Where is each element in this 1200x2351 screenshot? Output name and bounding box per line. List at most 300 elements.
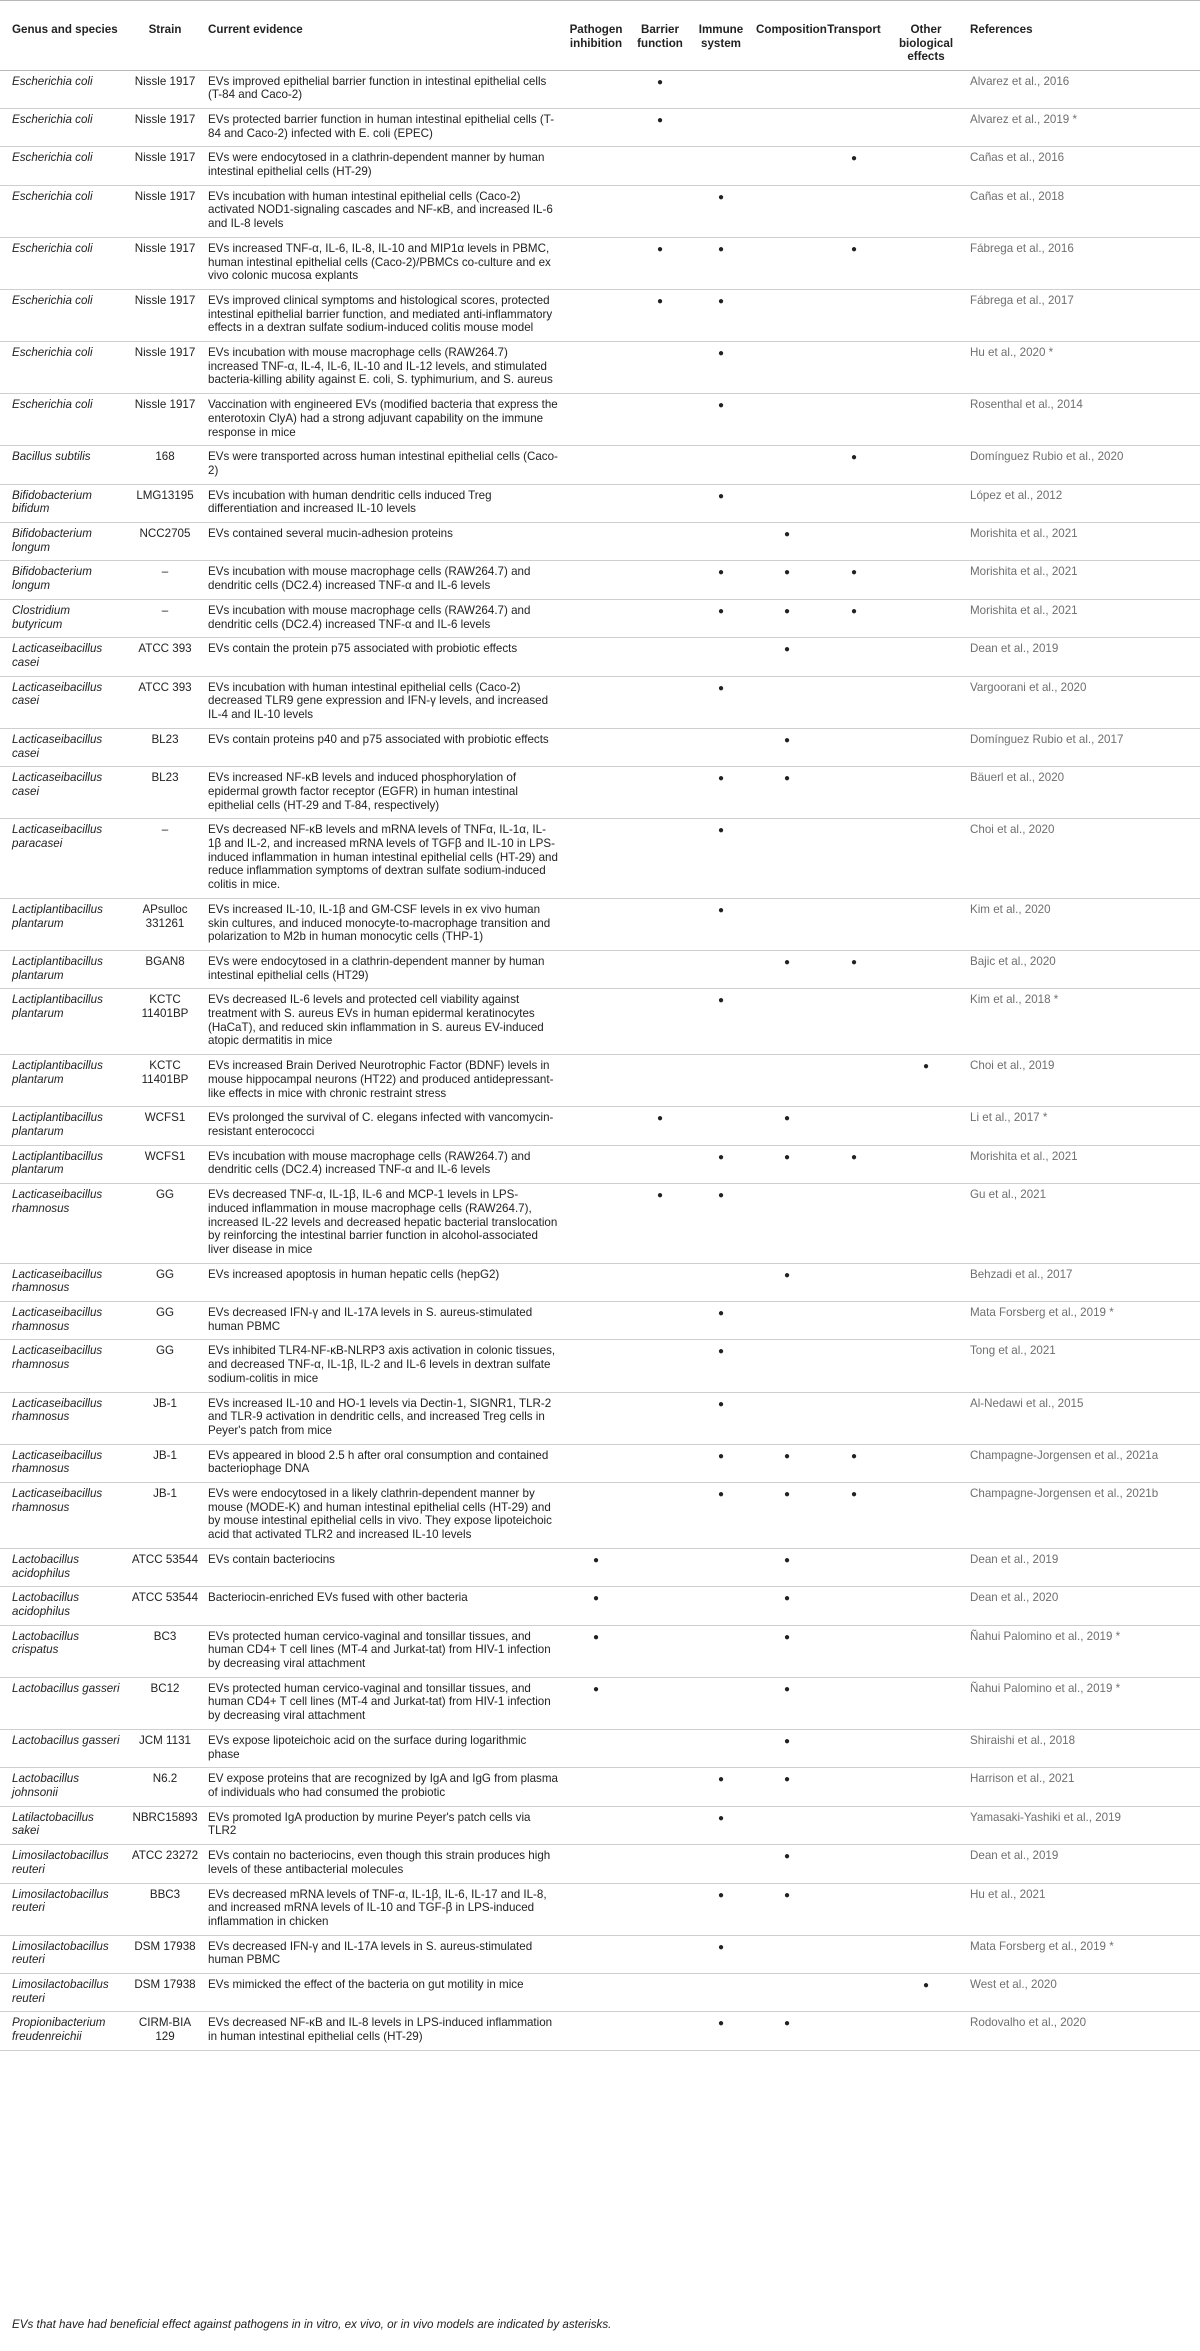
cell-transport	[822, 237, 886, 289]
cell-strain: JB-1	[126, 1483, 204, 1549]
cell-current-evidence: EVs prolonged the survival of C. elegans infected with vancomycin-resistant enterococci	[204, 1107, 562, 1145]
cell-barrier-function	[630, 523, 690, 561]
cell-immune-system	[690, 484, 752, 522]
bullet-mark-icon: ●	[717, 605, 725, 617]
cell-other-biological-effects	[886, 1055, 966, 1107]
cell-composition	[752, 767, 822, 819]
cell-composition	[752, 1392, 822, 1444]
cell-reference: Rosenthal et al., 2014	[966, 394, 1200, 446]
table-header-row	[0, 1, 1200, 71]
bullet-mark-icon: ●	[783, 1851, 791, 1863]
cell-strain: WCFS1	[126, 1107, 204, 1145]
cell-other-biological-effects	[886, 394, 966, 446]
cell-composition	[752, 1340, 822, 1392]
cell-current-evidence: EVs were endocytosed in a clathrin-dependent manner by human intestinal epithelial cells (HT-29)	[204, 147, 562, 185]
table-row	[0, 676, 1200, 728]
cell-composition	[752, 1625, 822, 1677]
table-row	[0, 1729, 1200, 1767]
cell-strain: DSM 17938	[126, 1935, 204, 1973]
cell-transport	[822, 70, 886, 108]
cell-immune-system	[690, 1055, 752, 1107]
cell-reference: Morishita et al., 2021	[966, 1145, 1200, 1183]
table-row	[0, 1263, 1200, 1301]
cell-pathogen-inhibition	[562, 1055, 630, 1107]
cell-pathogen-inhibition	[562, 1974, 630, 2012]
bullet-mark-icon: ●	[656, 76, 664, 88]
cell-genus-species: Lactobacillus crispatus	[0, 1625, 126, 1677]
bullet-mark-icon: ●	[656, 1113, 664, 1125]
bullet-mark-icon: ●	[717, 1774, 725, 1786]
cell-composition	[752, 1677, 822, 1729]
cell-strain: JB-1	[126, 1392, 204, 1444]
cell-reference: Kim et al., 2020	[966, 898, 1200, 950]
cell-strain: LMG13195	[126, 484, 204, 522]
cell-barrier-function	[630, 1935, 690, 1973]
cell-reference: Gu et al., 2021	[966, 1184, 1200, 1264]
cell-genus-species: Lactiplantibacillus plantarum	[0, 898, 126, 950]
cell-reference: Hu et al., 2020 *	[966, 342, 1200, 394]
cell-strain: ATCC 23272	[126, 1845, 204, 1883]
cell-reference: Domínguez Rubio et al., 2020	[966, 446, 1200, 484]
cell-transport	[822, 1392, 886, 1444]
cell-pathogen-inhibition	[562, 1145, 630, 1183]
cell-transport	[822, 819, 886, 899]
cell-composition	[752, 1845, 822, 1883]
cell-strain: NBRC15893	[126, 1806, 204, 1844]
cell-composition	[752, 1444, 822, 1482]
cell-pathogen-inhibition	[562, 394, 630, 446]
cell-barrier-function	[630, 1263, 690, 1301]
cell-pathogen-inhibition	[562, 1845, 630, 1883]
cell-reference: Dean et al., 2019	[966, 1845, 1200, 1883]
cell-genus-species: Lacticaseibacillus casei	[0, 767, 126, 819]
cell-pathogen-inhibition	[562, 950, 630, 988]
header-barrier-function: Barrier function	[630, 1, 690, 71]
cell-composition	[752, 394, 822, 446]
cell-immune-system	[690, 950, 752, 988]
cell-immune-system	[690, 446, 752, 484]
cell-current-evidence: EVs were endocytosed in a likely clathrin-dependent manner by mouse (MODE-K) and human intestinal epithelial cells (HT-29) and by mouse intestinal epithelial cells in vivo. They expose lipoteichoic acid that activated TLR2 and increased IL-10 levels	[204, 1483, 562, 1549]
cell-reference: Choi et al., 2020	[966, 819, 1200, 899]
cell-pathogen-inhibition	[562, 1677, 630, 1729]
cell-immune-system	[690, 1302, 752, 1340]
cell-transport	[822, 108, 886, 146]
cell-other-biological-effects	[886, 561, 966, 599]
cell-other-biological-effects	[886, 1444, 966, 1482]
cell-pathogen-inhibition	[562, 1883, 630, 1935]
cell-barrier-function	[630, 638, 690, 676]
header-immune-system: Immune system	[690, 1, 752, 71]
cell-reference: Dean et al., 2019	[966, 1548, 1200, 1586]
cell-genus-species: Propionibacterium freudenreichii	[0, 2012, 126, 2050]
table-row	[0, 108, 1200, 146]
cell-transport	[822, 1145, 886, 1183]
cell-genus-species: Limosilactobacillus reuteri	[0, 1935, 126, 1973]
cell-current-evidence: Vaccination with engineered EVs (modified bacteria that express the enterotoxin ClyA) had a strong adjuvant capability on the immune response in mice	[204, 394, 562, 446]
cell-composition	[752, 1883, 822, 1935]
bullet-mark-icon: ●	[717, 773, 725, 785]
cell-pathogen-inhibition	[562, 898, 630, 950]
bullet-mark-icon: ●	[783, 1631, 791, 1643]
cell-strain: WCFS1	[126, 1145, 204, 1183]
cell-composition	[752, 728, 822, 766]
cell-genus-species: Lactiplantibacillus plantarum	[0, 950, 126, 988]
cell-reference: Mata Forsberg et al., 2019 *	[966, 1935, 1200, 1973]
cell-transport	[822, 1340, 886, 1392]
cell-reference: Alvarez et al., 2016	[966, 70, 1200, 108]
cell-barrier-function	[630, 394, 690, 446]
cell-genus-species: Bifidobacterium bifidum	[0, 484, 126, 522]
bullet-mark-icon: ●	[783, 1269, 791, 1281]
cell-composition	[752, 898, 822, 950]
table-row	[0, 342, 1200, 394]
bullet-mark-icon: ●	[717, 1190, 725, 1202]
cell-composition	[752, 1302, 822, 1340]
cell-immune-system	[690, 728, 752, 766]
cell-reference: Dean et al., 2019	[966, 638, 1200, 676]
cell-immune-system	[690, 767, 752, 819]
cell-pathogen-inhibition	[562, 1548, 630, 1586]
cell-transport	[822, 484, 886, 522]
cell-genus-species: Lactobacillus gasseri	[0, 1677, 126, 1729]
cell-composition	[752, 1974, 822, 2012]
cell-strain: Nissle 1917	[126, 237, 204, 289]
bullet-mark-icon: ●	[717, 1151, 725, 1163]
cell-reference: Cañas et al., 2016	[966, 147, 1200, 185]
table-row	[0, 484, 1200, 522]
cell-other-biological-effects	[886, 1677, 966, 1729]
header-transport: Transport	[822, 1, 886, 71]
cell-current-evidence: EVs decreased IL-6 levels and protected cell viability against treatment with S. aureus EVs in human epidermal keratinocytes (HaCaT), and reduced skin inflammation in S. aureus EV-induced atopic dermatitis in mice	[204, 989, 562, 1055]
cell-strain: JCM 1131	[126, 1729, 204, 1767]
bullet-mark-icon: ●	[783, 1554, 791, 1566]
cell-strain: Nissle 1917	[126, 147, 204, 185]
cell-transport	[822, 1302, 886, 1340]
table-row	[0, 1302, 1200, 1340]
cell-pathogen-inhibition	[562, 1340, 630, 1392]
table-row	[0, 1768, 1200, 1806]
cell-current-evidence: EVs increased Brain Derived Neurotrophic Factor (BDNF) levels in mouse hippocampal neurons (HT22) and produced antidepressant-like effects in mice with chronic restraint stress	[204, 1055, 562, 1107]
cell-genus-species: Bifidobacterium longum	[0, 523, 126, 561]
cell-reference: Vargoorani et al., 2020	[966, 676, 1200, 728]
cell-other-biological-effects	[886, 289, 966, 341]
table-row	[0, 898, 1200, 950]
cell-current-evidence: EVs contain the protein p75 associated with probiotic effects	[204, 638, 562, 676]
cell-immune-system	[690, 237, 752, 289]
cell-other-biological-effects	[886, 1729, 966, 1767]
cell-pathogen-inhibition	[562, 108, 630, 146]
bullet-mark-icon: ●	[783, 1450, 791, 1462]
cell-genus-species: Lactobacillus johnsonii	[0, 1768, 126, 1806]
cell-pathogen-inhibition	[562, 289, 630, 341]
cell-genus-species: Lacticaseibacillus rhamnosus	[0, 1444, 126, 1482]
cell-immune-system	[690, 1444, 752, 1482]
cell-barrier-function	[630, 1587, 690, 1625]
cell-barrier-function	[630, 1302, 690, 1340]
cell-pathogen-inhibition	[562, 147, 630, 185]
cell-reference: Ñahui Palomino et al., 2019 *	[966, 1625, 1200, 1677]
cell-transport	[822, 1055, 886, 1107]
cell-reference: Behzadi et al., 2017	[966, 1263, 1200, 1301]
cell-transport	[822, 147, 886, 185]
cell-current-evidence: EVs decreased TNF-α, IL-1β, IL-6 and MCP-1 levels in LPS-induced inflammation in mouse macrophage cells (RAW264.7), increased IL-22 levels and decreased hepatic bacterial translocation by reinforcing the intestinal barrier function in alcohol-associated liver disease in mice	[204, 1184, 562, 1264]
cell-transport	[822, 1768, 886, 1806]
table-row	[0, 638, 1200, 676]
cell-transport	[822, 1625, 886, 1677]
cell-current-evidence: EVs increased TNF-α, IL-6, IL-8, IL-10 and MIP1α levels in PBMC, human intestinal epithelial cells (Caco-2)/PBMCs co-culture and ex vivo colonic mucosa explants	[204, 237, 562, 289]
bullet-mark-icon: ●	[717, 995, 725, 1007]
cell-genus-species: Bacillus subtilis	[0, 446, 126, 484]
cell-barrier-function	[630, 237, 690, 289]
cell-immune-system	[690, 1935, 752, 1973]
cell-pathogen-inhibition	[562, 70, 630, 108]
bullet-mark-icon: ●	[783, 1889, 791, 1901]
cell-genus-species: Lacticaseibacillus casei	[0, 676, 126, 728]
cell-current-evidence: EVs protected human cervico-vaginal and tonsillar tissues, and human CD4+ T cell lines (MT-4 and Jurkat-tat) from HIV-1 infection by decreasing viral attachment	[204, 1625, 562, 1677]
bullet-mark-icon: ●	[783, 956, 791, 968]
cell-immune-system	[690, 561, 752, 599]
cell-barrier-function	[630, 1677, 690, 1729]
cell-other-biological-effects	[886, 1340, 966, 1392]
cell-immune-system	[690, 1263, 752, 1301]
cell-transport	[822, 342, 886, 394]
cell-current-evidence: EVs contained several mucin-adhesion proteins	[204, 523, 562, 561]
cell-reference: Harrison et al., 2021	[966, 1768, 1200, 1806]
cell-composition	[752, 819, 822, 899]
cell-other-biological-effects	[886, 1806, 966, 1844]
cell-reference: Mata Forsberg et al., 2019 *	[966, 1302, 1200, 1340]
cell-immune-system	[690, 1587, 752, 1625]
cell-pathogen-inhibition	[562, 1935, 630, 1973]
cell-genus-species: Clostridium butyricum	[0, 599, 126, 637]
cell-reference: Kim et al., 2018 *	[966, 989, 1200, 1055]
cell-barrier-function	[630, 1883, 690, 1935]
cell-strain: GG	[126, 1302, 204, 1340]
cell-pathogen-inhibition	[562, 561, 630, 599]
cell-transport	[822, 523, 886, 561]
cell-reference: Cañas et al., 2018	[966, 185, 1200, 237]
cell-genus-species: Lacticaseibacillus rhamnosus	[0, 1263, 126, 1301]
cell-pathogen-inhibition	[562, 237, 630, 289]
cell-pathogen-inhibition	[562, 1263, 630, 1301]
cell-composition	[752, 676, 822, 728]
cell-transport	[822, 2012, 886, 2050]
cell-genus-species: Escherichia coli	[0, 147, 126, 185]
cell-composition	[752, 523, 822, 561]
cell-immune-system	[690, 1184, 752, 1264]
cell-current-evidence: EVs contain proteins p40 and p75 associated with probiotic effects	[204, 728, 562, 766]
cell-pathogen-inhibition	[562, 1729, 630, 1767]
cell-composition	[752, 108, 822, 146]
bullet-mark-icon: ●	[717, 1489, 725, 1501]
cell-current-evidence: EVs incubation with mouse macrophage cells (RAW264.7) and dendritic cells (DC2.4) increased TNF-α and IL-6 levels	[204, 1145, 562, 1183]
cell-immune-system	[690, 1483, 752, 1549]
cell-current-evidence: EVs increased apoptosis in human hepatic cells (hepG2)	[204, 1263, 562, 1301]
cell-reference: Bäuerl et al., 2020	[966, 767, 1200, 819]
cell-composition	[752, 1263, 822, 1301]
cell-reference: Tong et al., 2021	[966, 1340, 1200, 1392]
bullet-mark-icon: ●	[850, 153, 858, 165]
cell-barrier-function	[630, 1483, 690, 1549]
cell-current-evidence: EVs incubation with mouse macrophage cells (RAW264.7) and dendritic cells (DC2.4) increased TNF-α and IL-6 levels	[204, 561, 562, 599]
cell-current-evidence: EVs improved clinical symptoms and histological scores, protected intestinal epithelial barrier function, and mediated anti-inflammatory effects in a dextran sulfate sodium-induced colitis mouse model	[204, 289, 562, 341]
cell-pathogen-inhibition	[562, 1483, 630, 1549]
cell-immune-system	[690, 108, 752, 146]
cell-genus-species: Escherichia coli	[0, 237, 126, 289]
cell-composition	[752, 185, 822, 237]
cell-immune-system	[690, 638, 752, 676]
cell-immune-system	[690, 1974, 752, 2012]
cell-genus-species: Lacticaseibacillus casei	[0, 638, 126, 676]
cell-transport	[822, 1483, 886, 1549]
bullet-mark-icon: ●	[717, 825, 725, 837]
cell-other-biological-effects	[886, 523, 966, 561]
cell-current-evidence: EVs appeared in blood 2.5 h after oral consumption and contained bacteriophage DNA	[204, 1444, 562, 1482]
cell-strain: Nissle 1917	[126, 108, 204, 146]
cell-reference: Hu et al., 2021	[966, 1883, 1200, 1935]
bullet-mark-icon: ●	[592, 1593, 600, 1605]
cell-composition	[752, 1768, 822, 1806]
cell-transport	[822, 185, 886, 237]
cell-reference: Al-Nedawi et al., 2015	[966, 1392, 1200, 1444]
cell-pathogen-inhibition	[562, 1392, 630, 1444]
cell-genus-species: Limosilactobacillus reuteri	[0, 1845, 126, 1883]
cell-strain: ATCC 53544	[126, 1587, 204, 1625]
cell-pathogen-inhibition	[562, 638, 630, 676]
cell-barrier-function	[630, 676, 690, 728]
cell-immune-system	[690, 1845, 752, 1883]
cell-current-evidence: EVs expose lipoteichoic acid on the surface during logarithmic phase	[204, 1729, 562, 1767]
cell-reference: Fábrega et al., 2017	[966, 289, 1200, 341]
cell-barrier-function	[630, 70, 690, 108]
bullet-mark-icon: ●	[783, 1683, 791, 1695]
cell-barrier-function	[630, 1729, 690, 1767]
bullet-mark-icon: ●	[850, 956, 858, 968]
bullet-mark-icon: ●	[850, 567, 858, 579]
cell-composition	[752, 484, 822, 522]
cell-barrier-function	[630, 147, 690, 185]
cell-strain: KCTC 11401BP	[126, 1055, 204, 1107]
cell-composition	[752, 1548, 822, 1586]
cell-strain: ATCC 53544	[126, 1548, 204, 1586]
cell-current-evidence: EVs protected barrier function in human intestinal epithelial cells (T-84 and Caco-2) infected with E. coli (EPEC)	[204, 108, 562, 146]
cell-barrier-function	[630, 108, 690, 146]
cell-strain: Nissle 1917	[126, 289, 204, 341]
cell-immune-system	[690, 1729, 752, 1767]
cell-other-biological-effects	[886, 237, 966, 289]
cell-strain: GG	[126, 1263, 204, 1301]
cell-immune-system	[690, 70, 752, 108]
bullet-mark-icon: ●	[783, 567, 791, 579]
bullet-mark-icon: ●	[783, 644, 791, 656]
bullet-mark-icon: ●	[783, 529, 791, 541]
cell-barrier-function	[630, 1768, 690, 1806]
cell-reference: Shiraishi et al., 2018	[966, 1729, 1200, 1767]
cell-strain: –	[126, 819, 204, 899]
cell-other-biological-effects	[886, 676, 966, 728]
cell-genus-species: Lacticaseibacillus rhamnosus	[0, 1340, 126, 1392]
bullet-mark-icon: ●	[717, 490, 725, 502]
cell-genus-species: Lacticaseibacillus rhamnosus	[0, 1184, 126, 1264]
cell-immune-system	[690, 1145, 752, 1183]
header-pathogen-inhibition: Pathogen inhibition	[562, 1, 630, 71]
cell-other-biological-effects	[886, 1263, 966, 1301]
cell-genus-species: Escherichia coli	[0, 108, 126, 146]
cell-other-biological-effects	[886, 1392, 966, 1444]
cell-other-biological-effects	[886, 1625, 966, 1677]
cell-immune-system	[690, 1883, 752, 1935]
cell-other-biological-effects	[886, 1883, 966, 1935]
cell-strain: APsulloc 331261	[126, 898, 204, 950]
cell-composition	[752, 147, 822, 185]
cell-other-biological-effects	[886, 1483, 966, 1549]
cell-pathogen-inhibition	[562, 185, 630, 237]
header-references: References	[966, 1, 1200, 71]
table-row	[0, 1444, 1200, 1482]
cell-transport	[822, 599, 886, 637]
cell-transport	[822, 1263, 886, 1301]
cell-pathogen-inhibition	[562, 767, 630, 819]
bullet-mark-icon: ●	[717, 191, 725, 203]
bullet-mark-icon: ●	[717, 1450, 725, 1462]
cell-transport	[822, 728, 886, 766]
bullet-mark-icon: ●	[717, 1889, 725, 1901]
cell-pathogen-inhibition	[562, 1302, 630, 1340]
cell-immune-system	[690, 1806, 752, 1844]
cell-other-biological-effects	[886, 728, 966, 766]
bullet-mark-icon: ●	[717, 682, 725, 694]
bullet-mark-icon: ●	[656, 1190, 664, 1202]
header-composition: Composition	[752, 1, 822, 71]
cell-barrier-function	[630, 1806, 690, 1844]
table-row	[0, 70, 1200, 108]
header-strain: Strain	[126, 1, 204, 71]
cell-reference: Morishita et al., 2021	[966, 561, 1200, 599]
cell-transport	[822, 1806, 886, 1844]
cell-current-evidence: EVs decreased IFN-γ and IL-17A levels in S. aureus-stimulated human PBMC	[204, 1935, 562, 1973]
cell-composition	[752, 342, 822, 394]
bullet-mark-icon: ●	[783, 1113, 791, 1125]
cell-other-biological-effects	[886, 2012, 966, 2050]
header-other-biological-effects: Other biological effects	[886, 1, 966, 71]
bullet-mark-icon: ●	[783, 2018, 791, 2030]
cell-reference: Dean et al., 2020	[966, 1587, 1200, 1625]
cell-immune-system	[690, 289, 752, 341]
cell-strain: JB-1	[126, 1444, 204, 1482]
cell-pathogen-inhibition	[562, 728, 630, 766]
bullet-mark-icon: ●	[783, 773, 791, 785]
cell-barrier-function	[630, 446, 690, 484]
cell-immune-system	[690, 1677, 752, 1729]
cell-barrier-function	[630, 561, 690, 599]
cell-barrier-function	[630, 289, 690, 341]
cell-immune-system	[690, 1392, 752, 1444]
table-row	[0, 394, 1200, 446]
cell-current-evidence: EVs decreased mRNA levels of TNF-α, IL-1β, IL-6, IL-17 and IL-8, and increased mRNA levels of IL-10 and TGF-β in LPS-induced inflammation in chicken	[204, 1883, 562, 1935]
cell-strain: –	[126, 599, 204, 637]
cell-composition	[752, 1145, 822, 1183]
cell-composition	[752, 1729, 822, 1767]
cell-barrier-function	[630, 185, 690, 237]
table-row	[0, 1184, 1200, 1264]
cell-genus-species: Lactobacillus acidophilus	[0, 1587, 126, 1625]
bullet-mark-icon: ●	[783, 1151, 791, 1163]
cell-current-evidence: Bacteriocin-enriched EVs fused with other bacteria	[204, 1587, 562, 1625]
bullet-mark-icon: ●	[783, 1593, 791, 1605]
cell-other-biological-effects	[886, 599, 966, 637]
bullet-mark-icon: ●	[850, 1151, 858, 1163]
cell-reference: Li et al., 2017 *	[966, 1107, 1200, 1145]
